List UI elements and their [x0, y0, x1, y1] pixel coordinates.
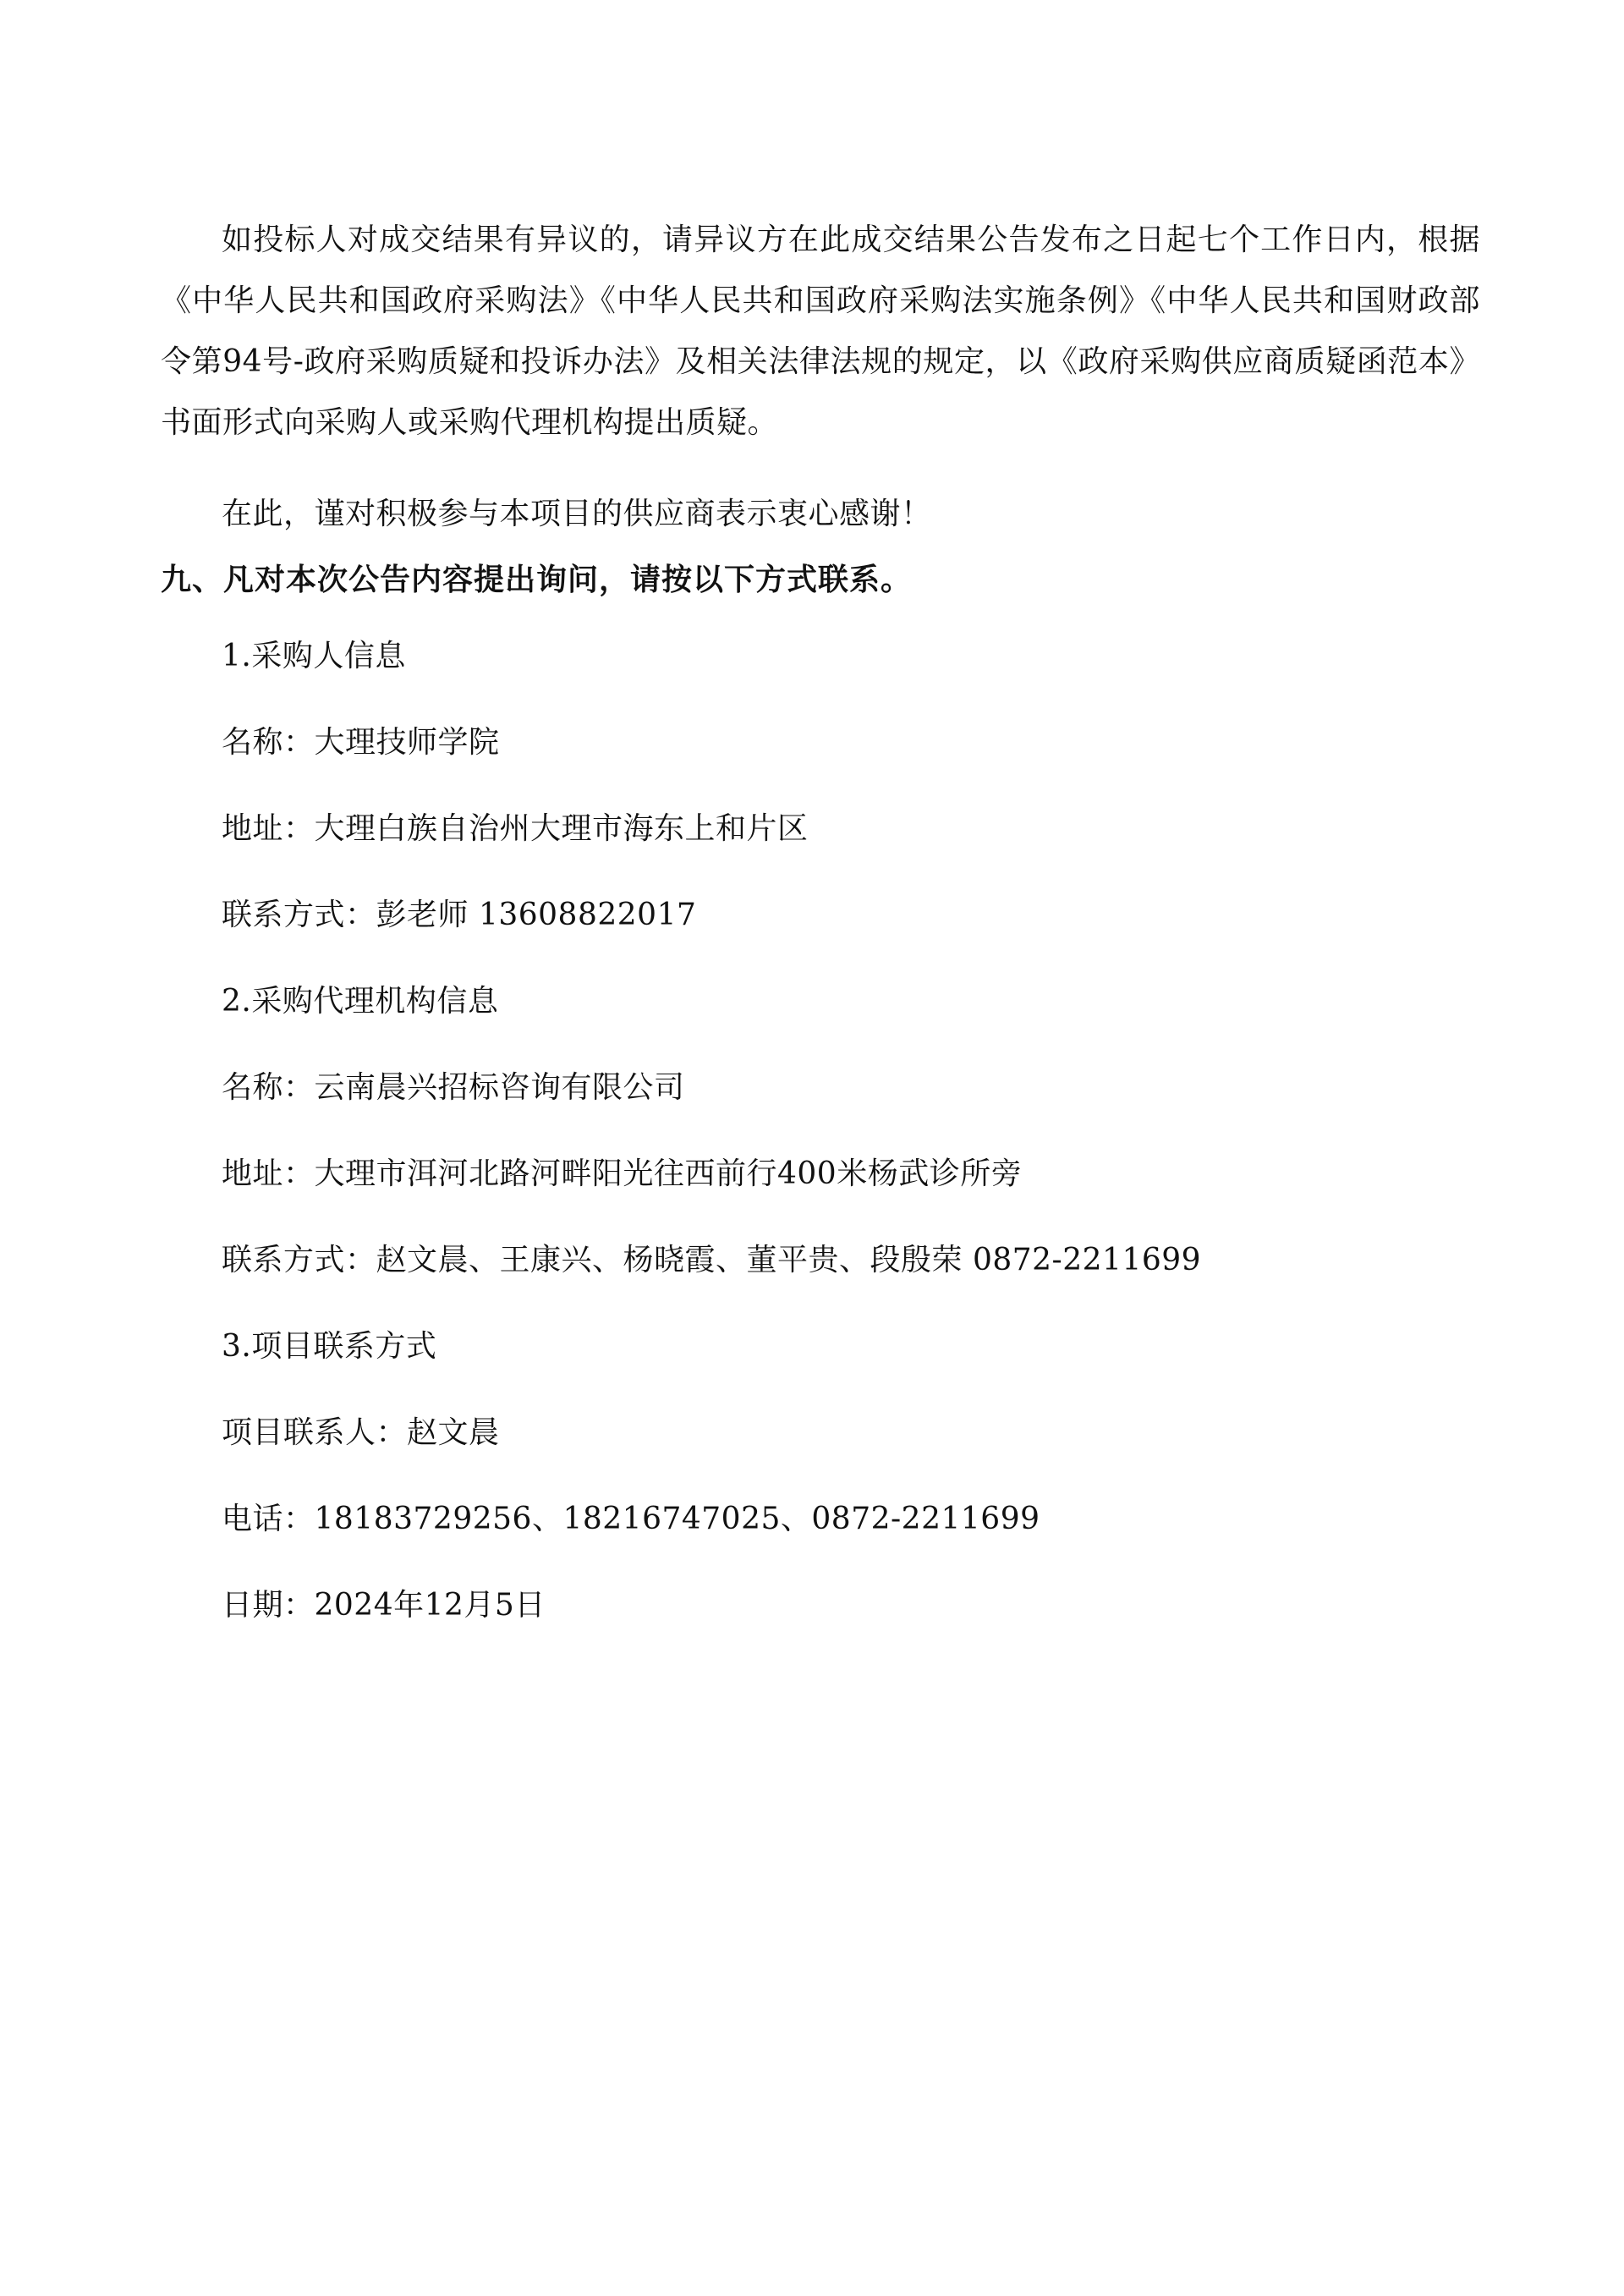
purchaser-contact: 联系方式：彭老师 13608822017 [222, 898, 697, 932]
agency-name: 名称：云南晨兴招标咨询有限公司 [222, 1070, 685, 1105]
purchaser-address: 地址：大理白族自治州大理市海东上和片区 [222, 811, 809, 846]
agency-address: 地址：大理市洱河北路河畔阳光往西前行400米杨武诊所旁 [222, 1156, 1023, 1191]
objection-paragraph: 如投标人对成交结果有异议的，请异议方在此成交结果公告发布之日起七个工作日内，根据《中华人民共和国政府采购法》《中华人民共和国政府采购法实施条例》《中华人民共和国财政部令第94号-政府采购质疑和投诉办法》及相关法律法规的规定，以《政府采购供应商质疑函范本》书面形式向采购人或采购代理机构提出质疑。 [161, 222, 1480, 440]
agency-heading: 2.采购代理机构信息 [222, 984, 499, 1019]
thanks-paragraph: 在此，谨对积极参与本项目的供应商表示衷心感谢！ [222, 497, 932, 531]
project-contact-person: 项目联系人：赵文晨 [222, 1415, 500, 1450]
agency-contact: 联系方式：赵文晨、王康兴、杨晓霞、董平贵、段殷荣 0872-2211699 [222, 1243, 1202, 1277]
project-contact-phone: 电话：18183729256、18216747025、0872-2211699 [222, 1502, 1040, 1536]
purchaser-heading: 1.采购人信息 [222, 639, 406, 673]
purchaser-name: 名称：大理技师学院 [222, 725, 500, 760]
document-date: 日期：2024年12月5日 [222, 1588, 546, 1623]
project-contact-heading: 3.项目联系方式 [222, 1329, 437, 1364]
section-heading: 九、凡对本次公告内容提出询问，请按以下方式联系。 [161, 563, 913, 597]
